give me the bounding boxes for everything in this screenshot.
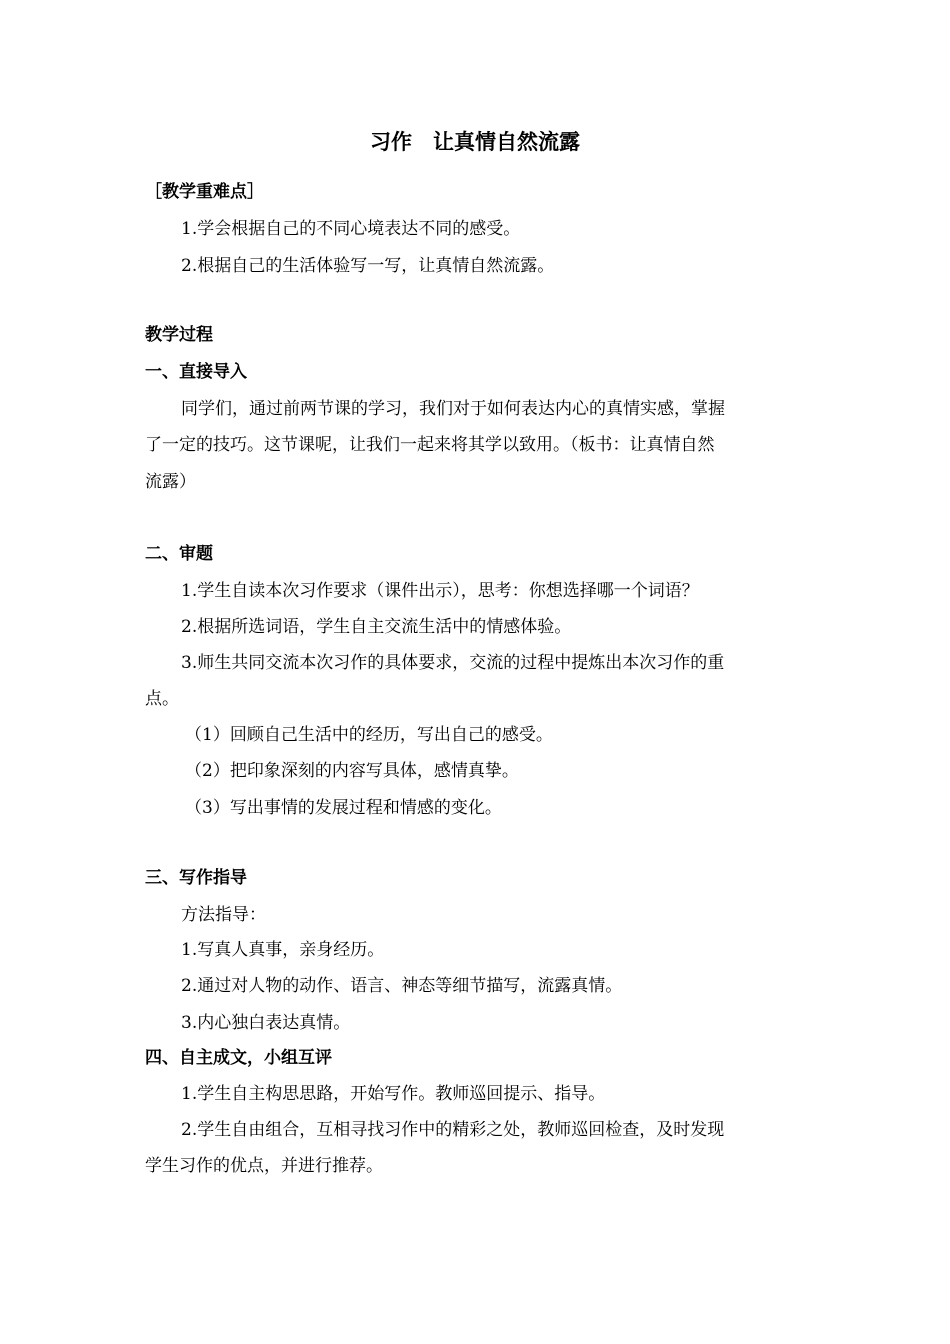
section4-item: 1.学生自主构思思路，开始写作。教师巡回提示、指导。 [181,1084,606,1104]
section2-subitem: （3）写出事情的发展过程和情感的变化。 [185,798,502,818]
section4-heading: 四、自主成文，小组互评 [145,1048,332,1068]
section4-item: 2.学生自由组合，互相寻找习作中的精彩之处，教师巡回检查，及时发现 [181,1120,725,1140]
section1-line: 流露） [145,472,196,492]
section2-subitem: （1）回顾自己生活中的经历，写出自己的感受。 [185,725,553,745]
section1-line: 同学们，通过前两节课的学习，我们对于如何表达内心的真情实感，掌握 [181,399,725,419]
key-point-item: 1.学会根据自己的不同心境表达不同的感受。 [181,219,521,239]
process-heading: 教学过程 [145,325,213,345]
key-point-item: 2.根据自己的生活体验写一写，让真情自然流露。 [181,256,555,276]
section2-item: 2.根据所选词语，学生自主交流生活中的情感体验。 [181,617,572,637]
section3-intro: 方法指导： [181,905,266,925]
section4-item: 学生习作的优点，并进行推荐。 [145,1156,383,1176]
section1-line: 了一定的技巧。这节课呢，让我们一起来将其学以致用。（板书：让真情自然 [145,435,715,455]
key-points-heading: ［教学重难点］ [145,182,264,202]
section3-item: 1.写真人真事，亲身经历。 [181,940,385,960]
section2-heading: 二、审题 [145,544,213,564]
section1-heading: 一、直接导入 [145,362,247,382]
section3-item: 3.内心独白表达真情。 [181,1013,351,1033]
section2-item: 点。 [145,689,179,709]
section3-heading: 三、写作指导 [145,868,247,888]
document-title: 习作 让真情自然流露 [370,130,580,154]
section2-item: 1.学生自读本次习作要求（课件出示），思考：你想选择哪一个词语？ [181,581,699,601]
section2-subitem: （2）把印象深刻的内容写具体，感情真挚。 [185,761,519,781]
section3-item: 2.通过对人物的动作、语言、神态等细节描写，流露真情。 [181,976,623,996]
section2-item: 3.师生共同交流本次习作的具体要求，交流的过程中提炼出本次习作的重 [181,653,725,673]
